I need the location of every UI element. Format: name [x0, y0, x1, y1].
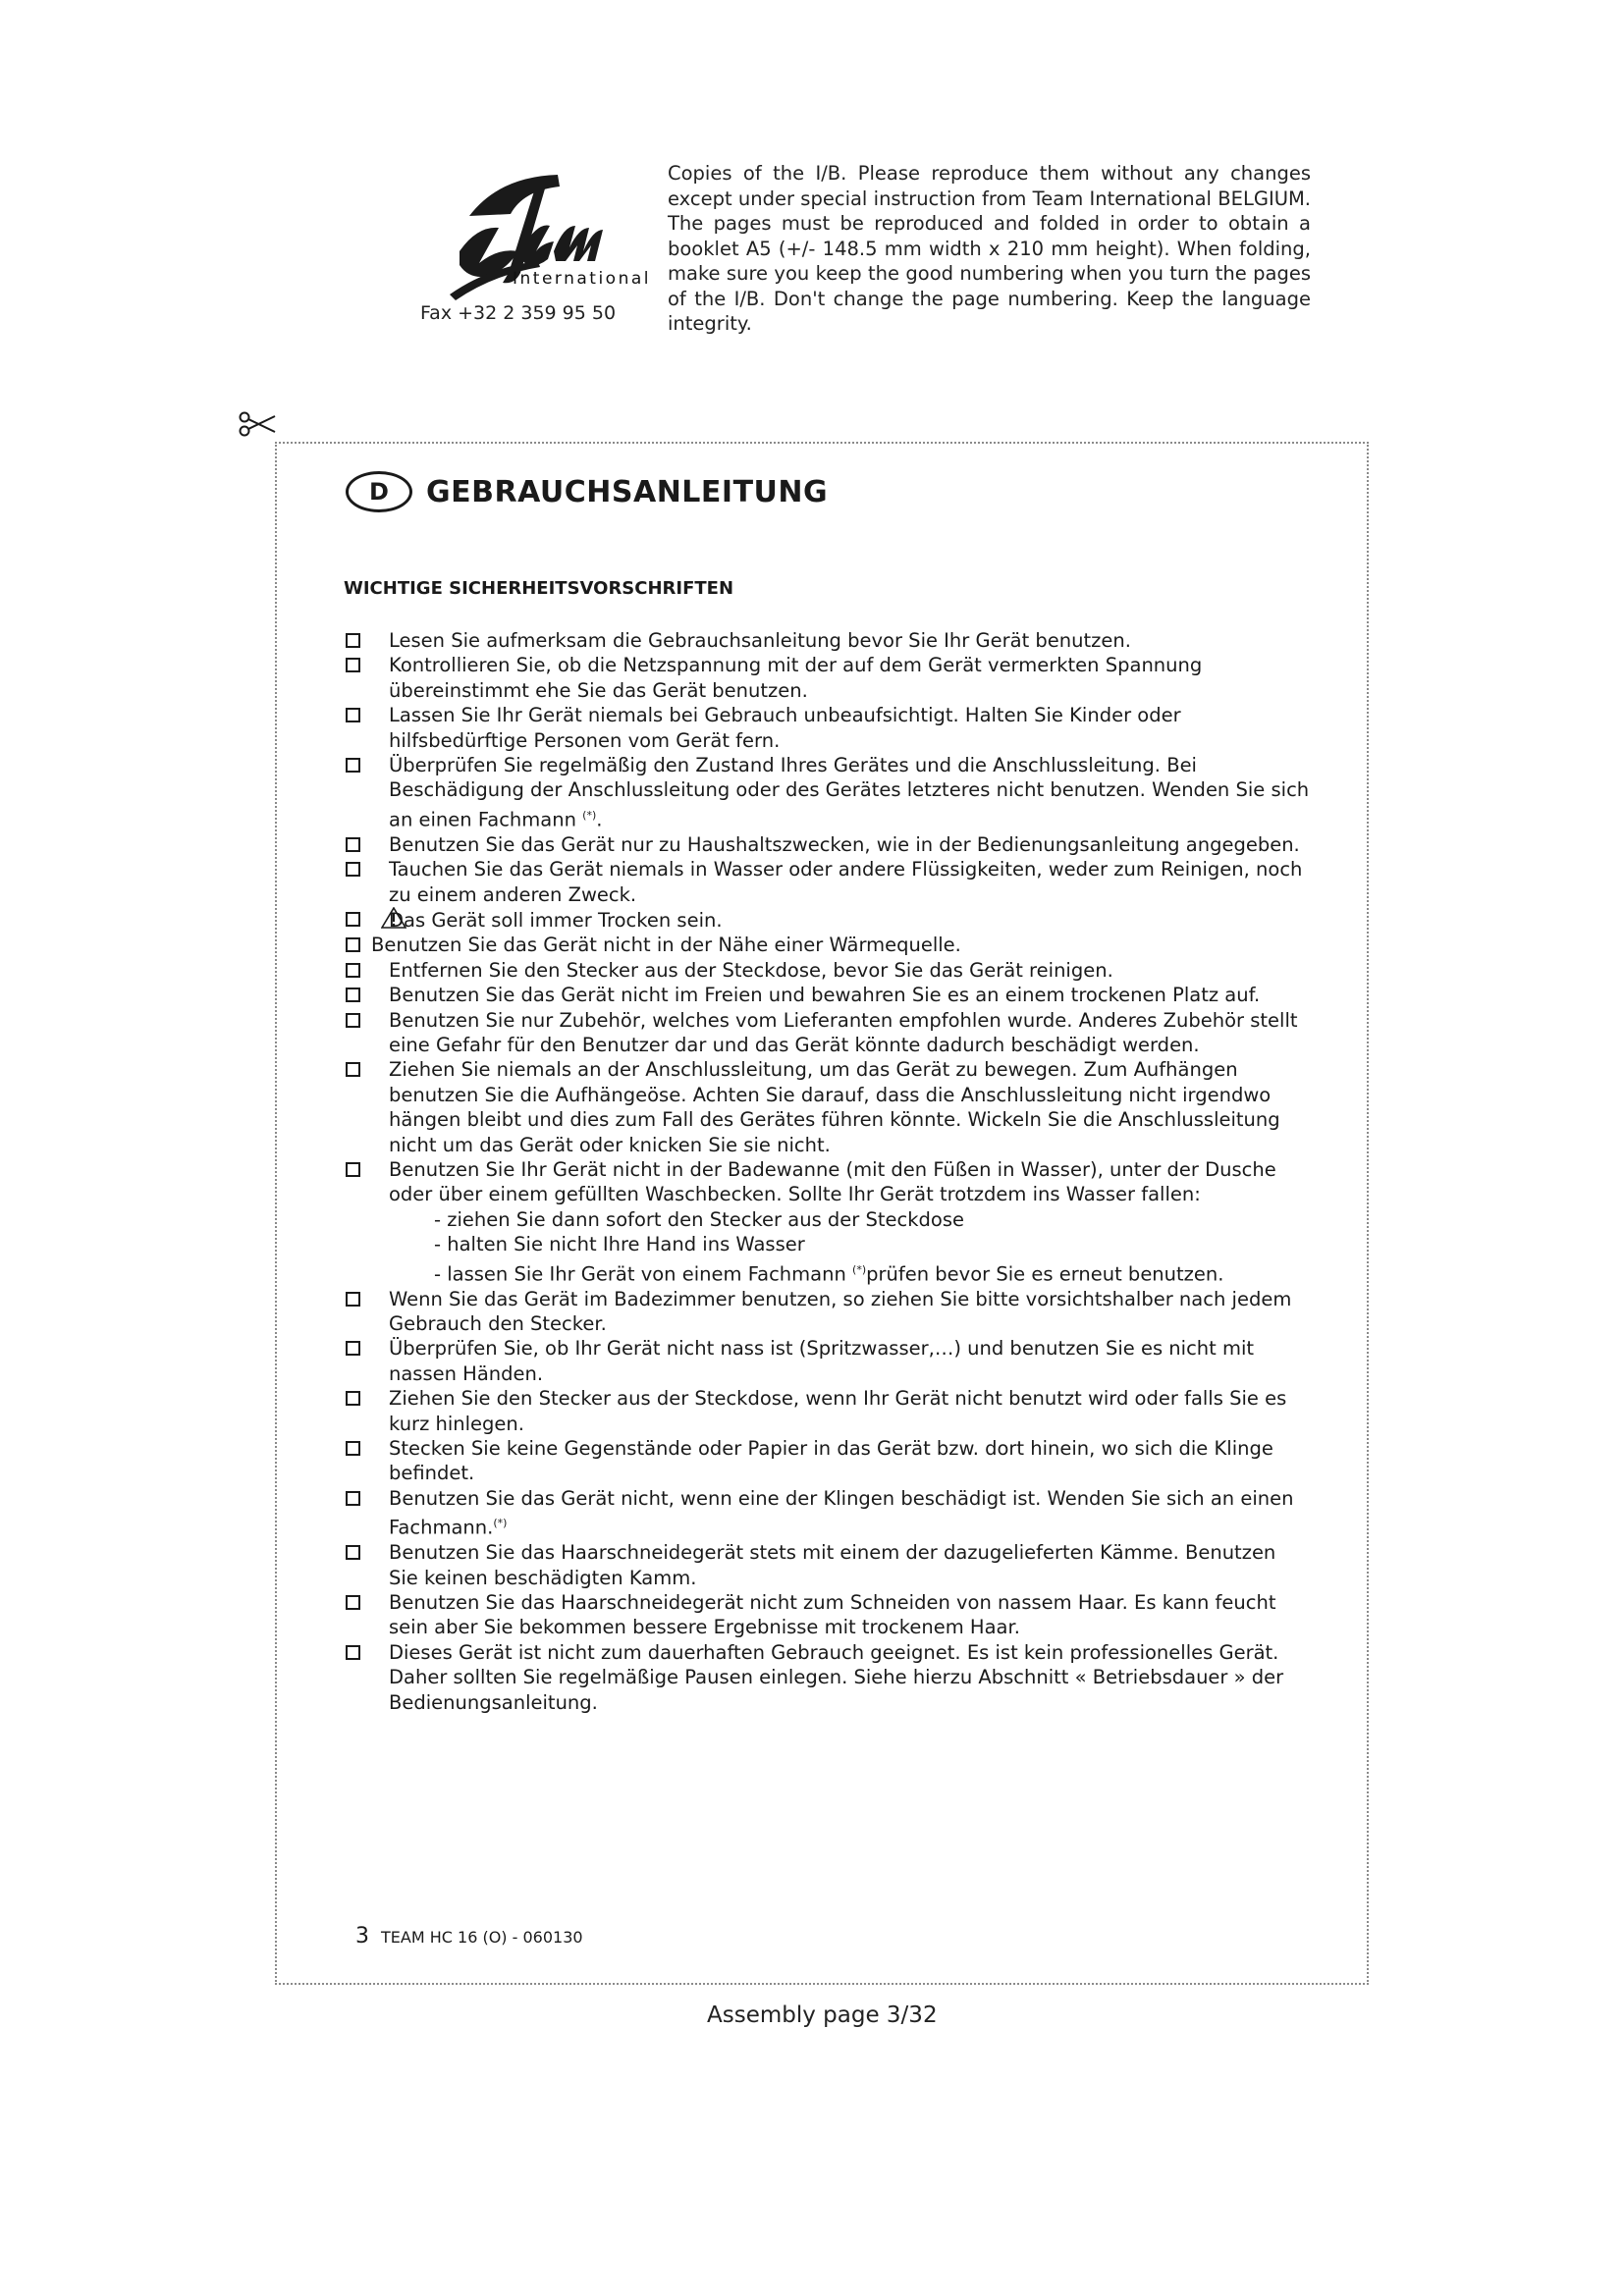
checkbox-icon — [346, 1162, 360, 1177]
list-item: Überprüfen Sie regelmäßig den Zustand Ihres Gerätes und die Anschlussleitung. Bei Beschädigung der Anschlussleitung oder des Gerätes letzteres nicht benutzen. Wenden Sie sich an einen Fachmann (*). — [344, 753, 1311, 832]
water-step: - halten Sie nicht Ihre Hand ins Wasser — [434, 1233, 805, 1256]
list-item: Benutzen Sie das Haarschneidegerät nicht zum Schneiden von nassem Haar. Es kann feucht sein aber Sie bekommen bessere Ergebnisse mit trockenem Haar. — [344, 1590, 1311, 1640]
checkbox-icon — [346, 658, 360, 672]
manual-title: GEBRAUCHSANLEITUNG — [426, 474, 829, 509]
list-item: Benutzen Sie das Gerät nicht, wenn eine der Klingen beschädigt ist. Wenden Sie sich an einen Fachmann.(*) — [344, 1486, 1311, 1540]
footnote-mark: (*) — [852, 1262, 867, 1276]
checkbox-icon — [346, 1013, 360, 1028]
list-item: Benutzen Sie das Gerät nicht in der Nähe einer Wärmequelle. — [344, 933, 1311, 957]
checkbox-icon — [346, 633, 360, 648]
checkbox-icon — [346, 1062, 360, 1077]
team-logo-subtext: International — [513, 269, 651, 289]
reproduction-notice: Copies of the I/B. Please reproduce them without any changes except under special instruction from Team International BELGIUM. The pages must be reproduced and folded in order to obtain a booklet A5 (+/- 148.5 mm width x 210 mm height). When folding, make sure you keep the good numbering when you turn the pages of the I/B. Don't change the page numbering. Keep the language integrity. — [668, 162, 1311, 335]
list-item: Entfernen Sie den Stecker aus der Steckdose, bevor Sie das Gerät reinigen. — [344, 958, 1311, 983]
fax-number: Fax +32 2 359 95 50 — [420, 302, 617, 324]
model-code: TEAM HC 16 (O) - 060130 — [381, 1928, 583, 1947]
checkbox-icon — [346, 937, 360, 952]
list-item: Tauchen Sie das Gerät niemals in Wasser oder andere Flüssigkeiten, weder zum Reinigen, noch zu einem anderen Zweck. — [344, 857, 1311, 907]
list-item: Benutzen Sie das Gerät nicht im Freien und bewahren Sie es an einem trockenen Platz auf. — [344, 983, 1311, 1007]
list-item: Lesen Sie aufmerksam die Gebrauchsanleitung bevor Sie Ihr Gerät benutzen. — [344, 628, 1311, 653]
checkbox-icon — [346, 963, 360, 978]
list-item: Das Gerät soll immer Trocken sein. — [344, 907, 1311, 933]
language-badge: D — [346, 471, 412, 512]
list-item: Überprüfen Sie, ob Ihr Gerät nicht nass ist (Spritzwasser,…) und benutzen Sie es nicht mit nassen Händen. — [344, 1336, 1311, 1386]
list-item: Benutzen Sie nur Zubehör, welches vom Lieferanten empfohlen wurde. Anderes Zubehör stellt eine Gefahr für den Benutzer dar und das Gerät könnte dadurch beschädigt werden. — [344, 1008, 1311, 1058]
list-item: Ziehen Sie den Stecker aus der Steckdose, wenn Ihr Gerät nicht benutzt wird oder falls Sie es kurz hinlegen. — [344, 1386, 1311, 1436]
checkbox-icon — [346, 708, 360, 722]
list-item: Dieses Gerät ist nicht zum dauerhaften Gebrauch geeignet. Es ist kein professionelles Gerät. Daher sollten Sie regelmäßige Pausen einlegen. Siehe hierzu Abschnitt « Betriebsdauer » der Bedienungsanleitung. — [344, 1640, 1311, 1715]
assembly-page-label: Assembly page 3/32 — [707, 2002, 938, 2028]
checkbox-icon — [346, 1441, 360, 1456]
list-item: Wenn Sie das Gerät im Badezimmer benutzen, so ziehen Sie bitte vorsichtshalber nach jedem Gebrauch den Stecker. — [344, 1287, 1311, 1337]
safety-section-heading: WICHTIGE SICHERHEITSVORSCHRIFTEN — [344, 578, 734, 599]
checkbox-icon — [346, 1595, 360, 1610]
footnote-mark: (*) — [493, 1517, 508, 1530]
water-step: - lassen Sie Ihr Gerät von einem Fachmann (*)prüfen bevor Sie es erneut benutzen. — [434, 1262, 1224, 1286]
checkbox-icon — [346, 988, 360, 1002]
checkbox-icon — [346, 758, 360, 773]
checkbox-icon — [346, 1491, 360, 1506]
scissors-icon — [238, 410, 277, 438]
safety-instructions-list — [344, 628, 1311, 1715]
list-item: Ziehen Sie niemals an der Anschlussleitung, um das Gerät zu bewegen. Zum Aufhängen benutzen Sie die Aufhängeöse. Achten Sie darauf, dass die Anschlussleitung nicht irgendwo hängen bleibt und dies zum Fall des Gerätes führen könnte. Wickeln Sie die Anschlussleitung nicht um das Gerät oder knicken Sie sie nicht. — [344, 1057, 1311, 1157]
checkbox-icon — [346, 1545, 360, 1560]
checkbox-icon — [346, 862, 360, 877]
water-steps-list — [389, 1207, 1311, 1287]
checkbox-icon — [346, 912, 360, 927]
water-step: - ziehen Sie dann sofort den Stecker aus der Steckdose — [434, 1207, 965, 1231]
list-item: Lassen Sie Ihr Gerät niemals bei Gebrauch unbeaufsichtigt. Halten Sie Kinder oder hilfsbedürftige Personen vom Gerät fern. — [344, 703, 1311, 753]
checkbox-icon — [346, 1391, 360, 1406]
page-number: 3 — [355, 1924, 369, 1949]
manual-title-row — [346, 467, 828, 516]
checkbox-icon — [346, 1645, 360, 1660]
list-item: Benutzen Sie das Haarschneidegerät stets mit einem der dazugelieferten Kämme. Benutzen Sie keinen beschädigten Kamm. — [344, 1540, 1311, 1590]
checkbox-icon — [346, 837, 360, 852]
footnote-mark: (*) — [582, 808, 597, 822]
list-item: Stecken Sie keine Gegenstände oder Papier in das Gerät bzw. dort hinein, wo sich die Klinge befindet. — [344, 1436, 1311, 1486]
list-item: Benutzen Sie Ihr Gerät nicht in der Badewanne (mit den Füßen in Wasser), unter der Dusche oder über einem gefüllten Waschbecken. Sollte Ihr Gerät trotzdem ins Wasser fallen: - ziehen Sie dann sofort den Stecker aus der Steckdose - halten Sie nicht Ihre Hand ins Wasser - lassen Sie Ihr Gerät von einem Fachmann (*)prüfen bevor Sie es erneut benutzen. — [344, 1157, 1311, 1287]
list-item: Kontrollieren Sie, ob die Netzspannung mit der auf dem Gerät vermerkten Spannung übereinstimmt ehe Sie das Gerät benutzen. — [344, 653, 1311, 703]
checkbox-icon — [346, 1341, 360, 1356]
checkbox-icon — [346, 1292, 360, 1307]
list-item: Benutzen Sie das Gerät nur zu Haushaltszwecken, wie in der Bedienungsanleitung angegeben. — [344, 832, 1311, 857]
